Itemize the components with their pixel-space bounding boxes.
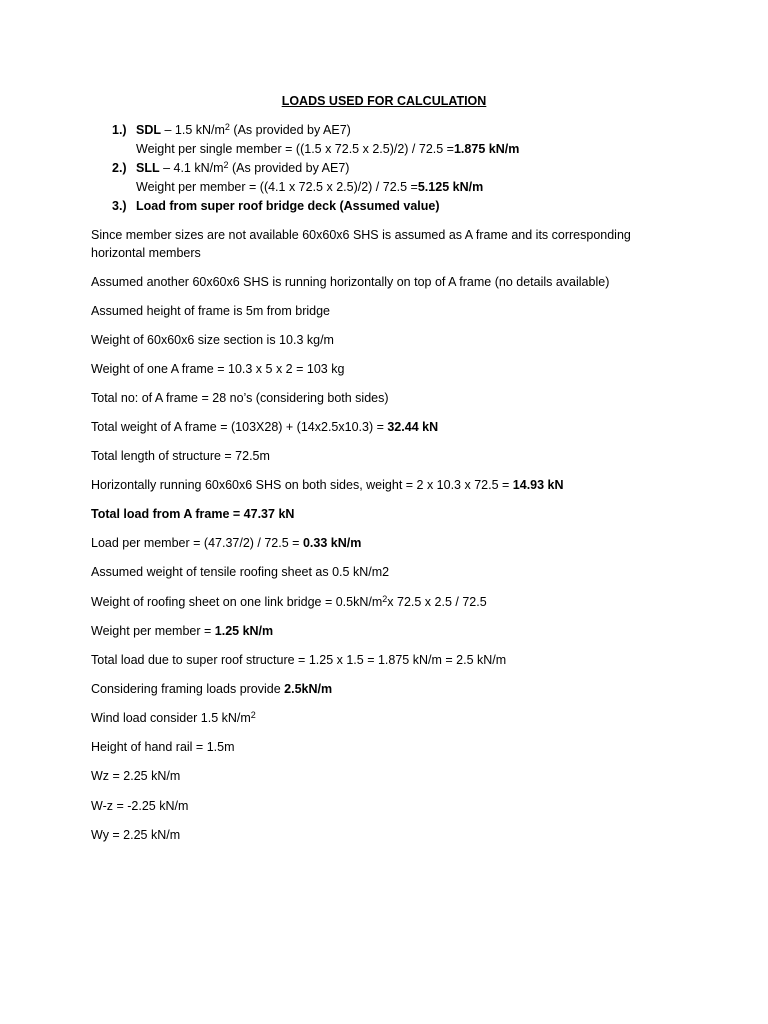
- paragraph-roofing-sheet-weight: [91, 593, 651, 611]
- paragraph-section-weight: Weight of 60x60x6 size section is 10.3 kg/m: [91, 333, 334, 347]
- paragraph-horizontal-weight: [91, 476, 651, 494]
- paragraph-member-sizes: Since member sizes are not available 60x60x6 SHS is assumed as A frame and its corresponding horizontal members: [91, 228, 631, 260]
- sdl-detail-result: 1.875 kN/m: [453, 142, 520, 156]
- roof-deck-text: Load from super roof bridge deck (Assumed value): [136, 199, 440, 213]
- paragraph-super-roof-load: Total load due to super roof structure = 1.25 x 1.5 = 1.875 kN/m = 2.5 kN/m: [91, 653, 507, 667]
- weight-per-member-result: 1.25 kN/m: [214, 624, 274, 638]
- sll-detail-text: Weight per member = ((4.1 x 72.5 x 2.5)/2) / 72.5 =: [136, 180, 418, 194]
- sdl-label: SDL: [136, 123, 161, 137]
- total-weight-result: 32.44 kN: [387, 420, 439, 434]
- sdl-value: – 1.5 kN/m: [161, 123, 225, 137]
- roofing-sheet-tail: x 72.5 x 2.5 / 72.5: [387, 595, 487, 609]
- total-weight-text: Total weight of A frame = (103X28) + (14x2.5x10.3) =: [91, 420, 388, 434]
- load-list: [112, 121, 672, 216]
- list-number: 1.): [112, 123, 127, 137]
- list-item-sll: [112, 159, 672, 178]
- list-item-sll-detail: [112, 178, 672, 197]
- sdl-exponent: 2: [224, 122, 230, 132]
- sll-exponent: 2: [223, 160, 229, 170]
- paragraph-load-per-member: [91, 534, 651, 552]
- paragraph-a-frame-count: Total no: of A frame = 28 no’s (considering both sides): [91, 391, 389, 405]
- roofing-sheet-text: Weight of roofing sheet on one link bridge = 0.5kN/m: [91, 595, 383, 609]
- paragraph-structure-length: Total length of structure = 72.5m: [91, 449, 270, 463]
- paragraph-total-a-frame-weight: [91, 418, 651, 436]
- paragraph-weight-per-member: [91, 622, 651, 640]
- paragraph-roofing-sheet-assumption: Assumed weight of tensile roofing sheet as 0.5 kN/m2: [91, 565, 390, 579]
- list-item-sdl-detail: [112, 140, 672, 159]
- horizontal-weight-result: 14.93 kN: [512, 478, 564, 492]
- sll-value: – 4.1 kN/m: [159, 161, 224, 175]
- list-number: 2.): [112, 161, 127, 175]
- sdl-note: (As provided by AE7): [229, 123, 351, 137]
- paragraph-horizontal-shs: Assumed another 60x60x6 SHS is running horizontally on top of A frame (no details available): [91, 275, 610, 289]
- roofing-sheet-exponent: 2: [382, 594, 388, 604]
- sdl-detail-text: Weight per single member = ((1.5 x 72.5 x 2.5)/2) / 72.5 =: [136, 142, 454, 156]
- wind-load-exponent: 2: [250, 710, 256, 720]
- horizontal-weight-text: Horizontally running 60x60x6 SHS on both sides, weight = 2 x 10.3 x 72.5 =: [91, 478, 513, 492]
- sll-detail-result: 5.125 kN/m: [417, 180, 484, 194]
- weight-per-member-text: Weight per member =: [91, 624, 215, 638]
- sll-note: (As provided by AE7): [228, 161, 350, 175]
- paragraph-total-load-a-frame: Total load from A frame = 47.37 kN: [91, 507, 295, 521]
- paragraph-framing-loads: [91, 680, 651, 698]
- framing-loads-text: Considering framing loads provide: [91, 682, 285, 696]
- paragraph-wind-load: [91, 709, 651, 727]
- paragraph-a-frame-weight: Weight of one A frame = 10.3 x 5 x 2 = 103 kg: [91, 362, 345, 376]
- list-item-sdl: [112, 121, 672, 140]
- sll-label: SLL: [136, 161, 160, 175]
- paragraph-w-minus-z: W-z = -2.25 kN/m: [91, 799, 189, 813]
- load-per-member-result: 0.33 kN/m: [302, 536, 362, 550]
- framing-loads-result: 2.5kN/m: [284, 682, 333, 696]
- list-number: 3.): [112, 199, 127, 213]
- paragraph-wy: Wy = 2.25 kN/m: [91, 828, 181, 842]
- list-item-roof-deck: [112, 197, 672, 216]
- document-title: LOADS USED FOR CALCULATION: [281, 94, 487, 108]
- paragraph-wz: Wz = 2.25 kN/m: [91, 769, 181, 783]
- load-per-member-text: Load per member = (47.37/2) / 72.5 =: [91, 536, 303, 550]
- wind-load-text: Wind load consider 1.5 kN/m: [91, 711, 251, 725]
- paragraph-hand-rail-height: Height of hand rail = 1.5m: [91, 740, 235, 754]
- paragraph-frame-height: Assumed height of frame is 5m from bridge: [91, 304, 330, 318]
